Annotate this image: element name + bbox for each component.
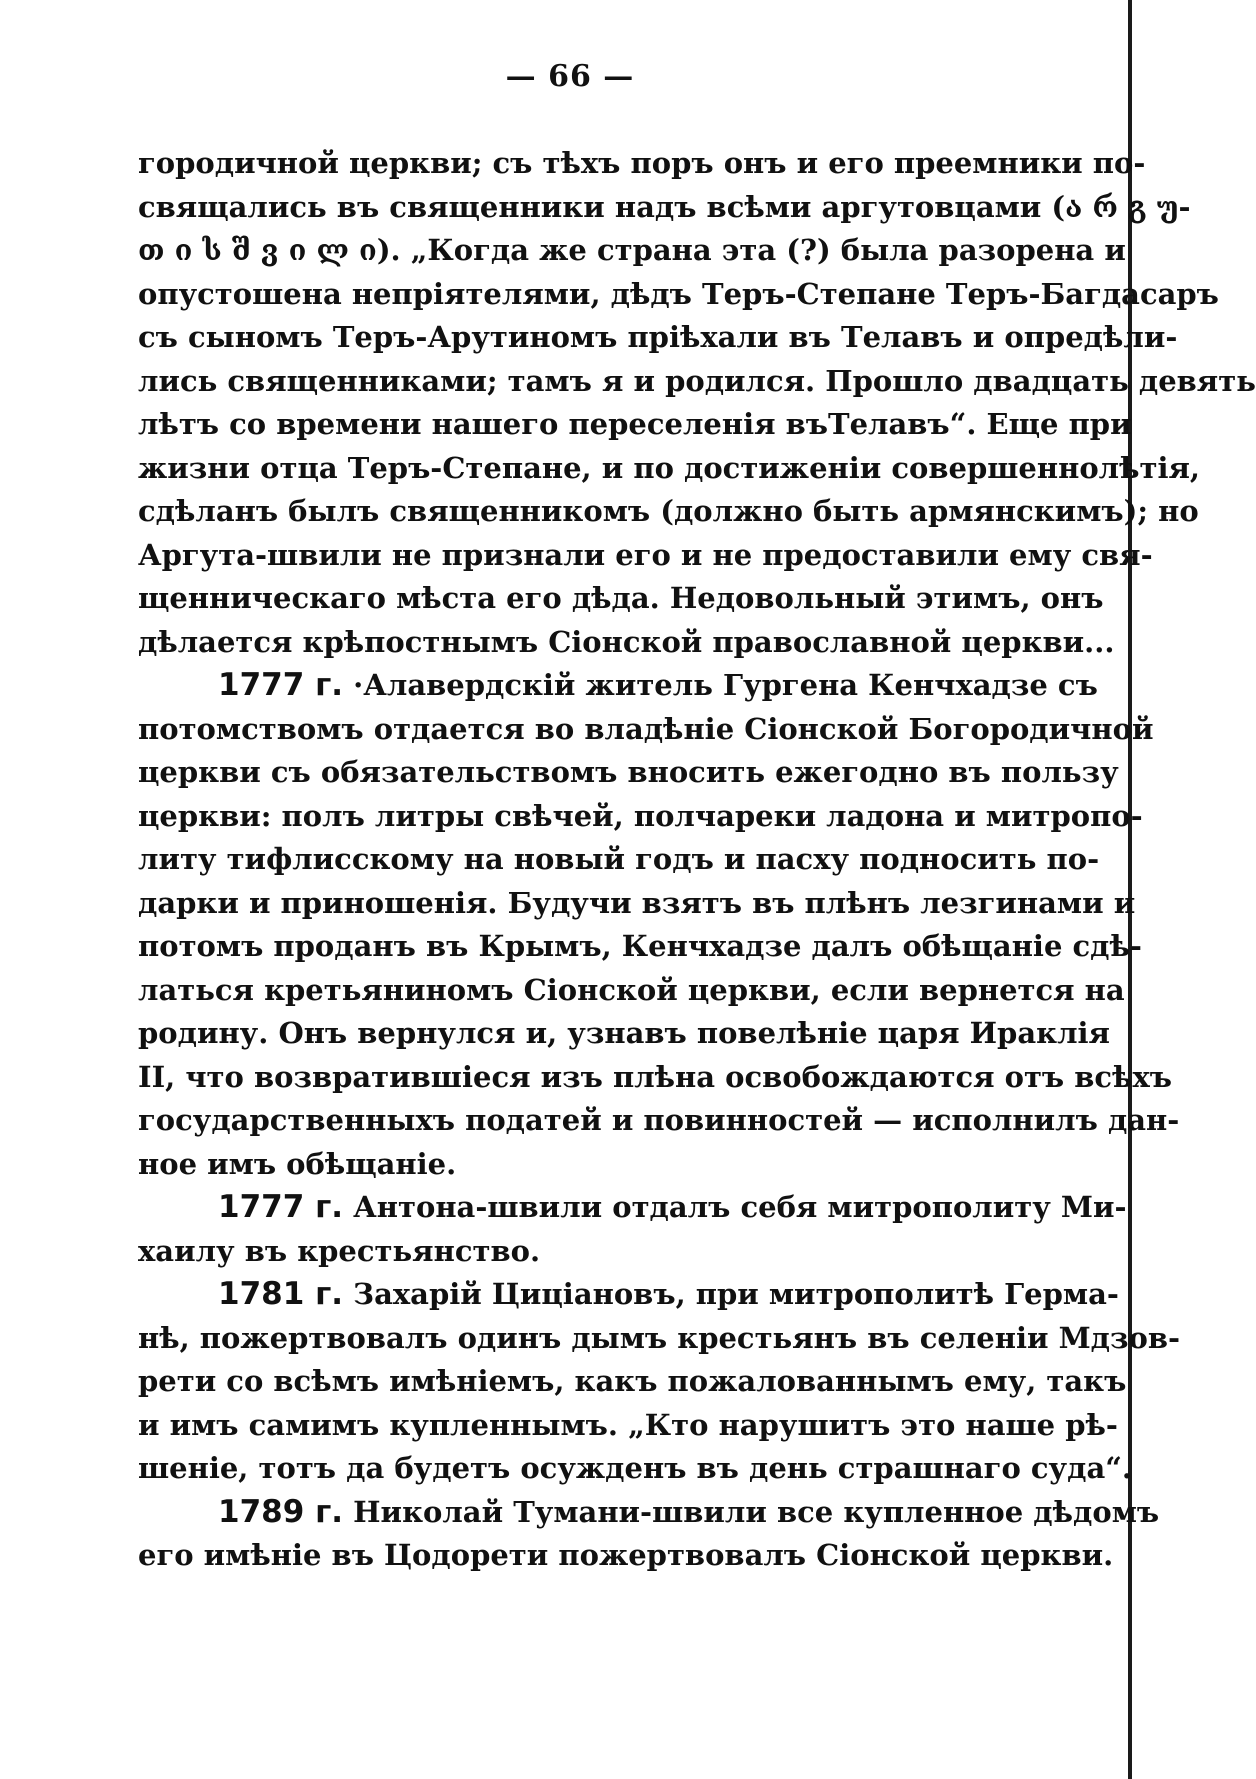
text-line: его имѣніе въ Цодорети пожертвовалъ Сіонской церкви. [138,1538,1114,1572]
text-line: дарки и приношенія. Будучи взятъ въ плѣнъ лезгинами и [138,885,1136,920]
entry-line: 1777 г. Антона-швили отдалъ себя митрополиту Ми- [218,1189,1127,1225]
text-line: II, что возвратившіеся изъ плѣна освобождаются отъ всѣхъ [138,1059,1173,1094]
page-number: — 66 — [505,59,635,94]
text-line: хаилу въ крестьянство. [138,1233,541,1268]
entry-line: 1789 г. Николай Тумани-швили все купленное дѣдомъ [218,1493,1160,1530]
text-line: дѣлается крѣпостнымъ Сіонской православной церкви... [138,624,1115,659]
text-line: ное имъ обѣщаніе. [138,1146,457,1181]
text-line: потомъ проданъ въ Крымъ, Кенчхадзе далъ обѣщаніе сдѣ- [138,929,1142,963]
text-line: церкви: полъ литры свѣчей, полчареки ладона и митропо- [138,798,1143,833]
text-line: съ сыномъ Теръ-Арутиномъ пріѣхали въ Телавъ и опредѣли- [138,320,1178,354]
text-line: опустошена непріятелями, дѣдъ Теръ-Степане Теръ-Багдасаръ [138,276,1219,311]
text-line: церкви съ обязательствомъ вносить ежегодно въ пользу [138,755,1119,789]
text-line: сдѣланъ былъ священникомъ (должно быть армянскимъ); но [138,494,1199,528]
text-line: თ ი ს შ ვ ი ლ ი). „Когда же страна эта (?) была разорена и [138,233,1126,267]
entry-year: 1777 г. [218,667,344,703]
text-line: Аргута-швили не признали его и не предоставили ему свя- [138,537,1153,572]
text-line: рети со всѣмъ имѣніемъ, какъ пожалованнымъ ему, такъ [138,1364,1127,1398]
text-line: нѣ, пожертвовалъ одинъ дымъ крестьянъ въ селеніи Мдзов- [138,1320,1181,1355]
entry-year: 1781 г. [218,1276,344,1312]
text-line: потомствомъ отдается во владѣніе Сіонской Богородичной [138,711,1154,746]
body-text [138,142,1256,1578]
text-line: свящались въ священники надъ всѣми аргутовцами (ა რ გ უ- [138,189,1191,224]
text-line: литу тифлисскому на новый годъ и пасху подносить по- [138,842,1100,876]
text-line: шеніе, тотъ да будетъ осужденъ въ день страшнаго суда“. [138,1451,1133,1485]
text-line: государственныхъ податей и повинностей — исполнилъ дан- [138,1103,1180,1137]
text-line: лись священниками; тамъ я и родился. Прошло двадцать девять [138,363,1256,398]
entry-line: 1781 г. Захарій Цицiановъ, при митрополитѣ Герма- [218,1276,1119,1312]
entry-year: 1777 г. [218,1189,344,1225]
text-line: родину. Онъ вернулся и, узнавъ повелѣніе царя Ираклія [138,1016,1110,1050]
text-line: щенническаго мѣста его дѣда. Недовольный этимъ, онъ [138,581,1104,615]
text-line: лѣтъ со времени нашего переселенія въТелавъ“. Еще при [138,407,1132,441]
text-line: и имъ самимъ купленнымъ. „Кто нарушитъ это наше рѣ- [138,1407,1118,1442]
text-line: городичной церкви; съ тѣхъ поръ онъ и его преемники по- [138,146,1146,180]
entry-line: 1777 г. ·Алавердскій житель Гургена Кенчхадзе съ [218,667,1098,703]
text-line: латься кретьяниномъ Сіонской церкви, если вернется на [138,972,1125,1007]
text-line: жизни отца Теръ-Степане, и по достиженіи совершеннолѣтія, [138,450,1201,485]
entry-year: 1789 г. [218,1493,344,1530]
